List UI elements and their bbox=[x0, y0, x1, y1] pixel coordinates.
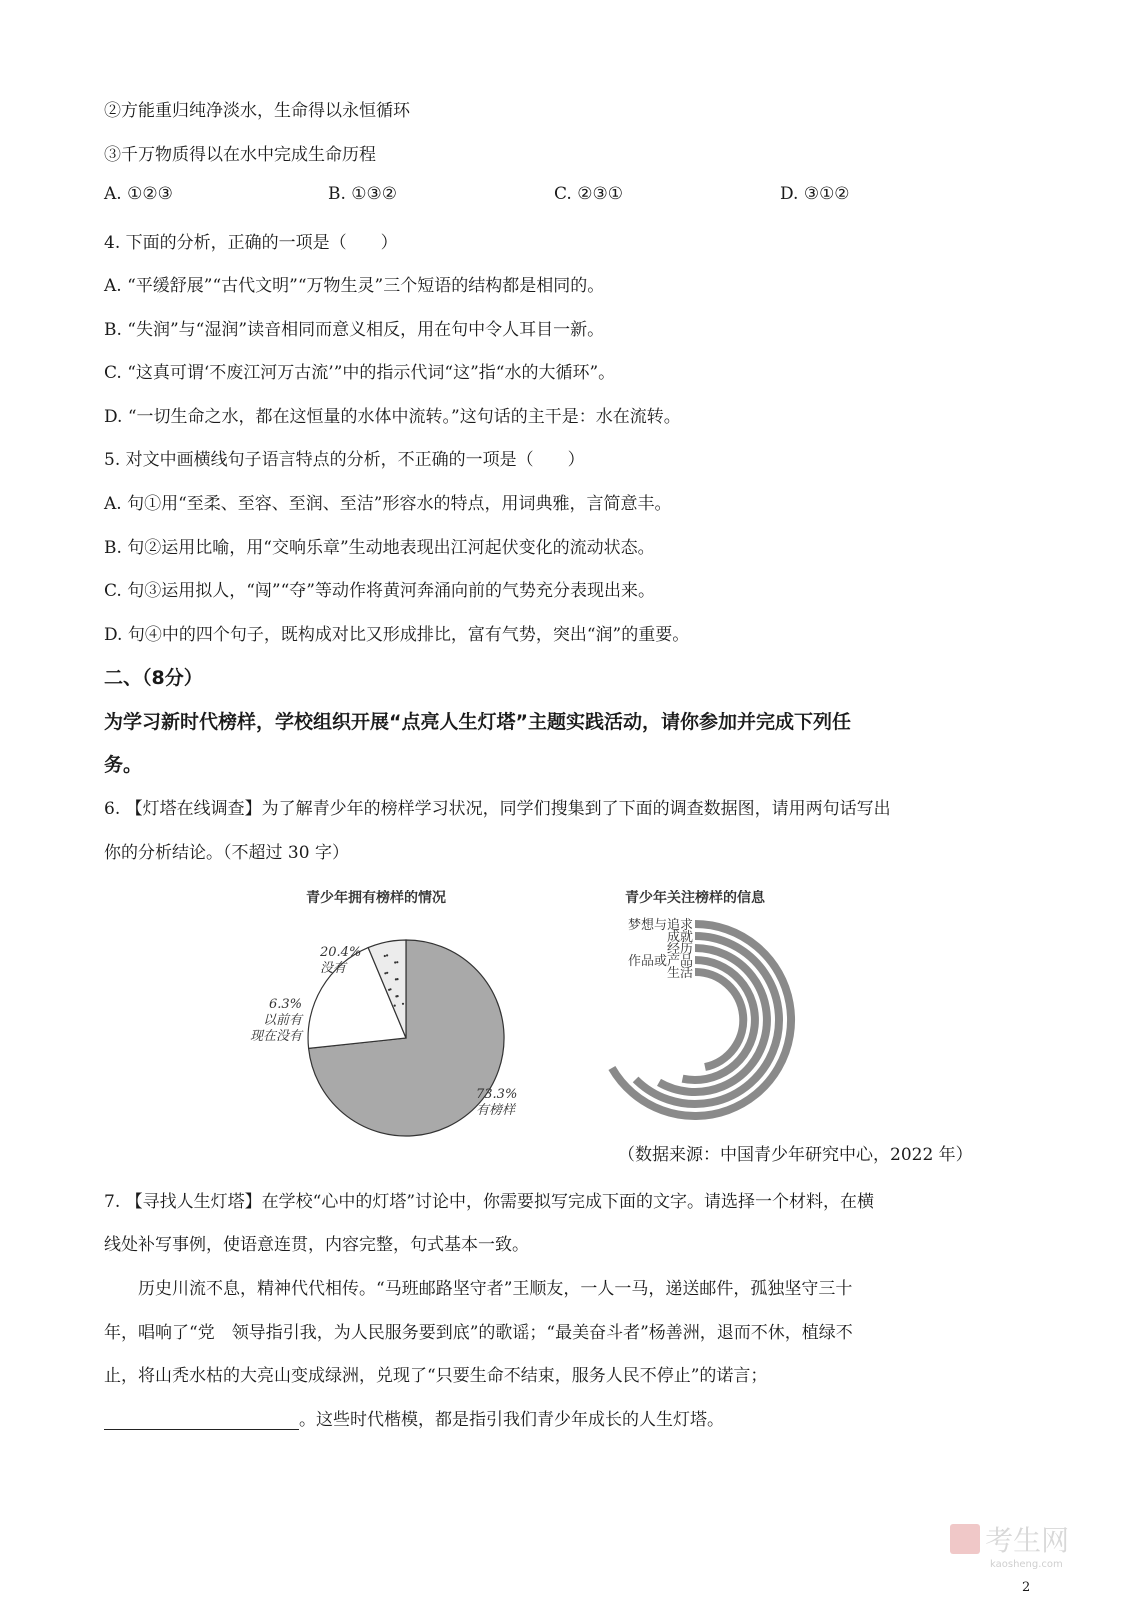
radial-label: 梦想与追求 bbox=[627, 918, 693, 933]
pie-label: 20.4% bbox=[320, 945, 362, 960]
pie-slice-dot bbox=[395, 978, 397, 980]
page-number: 2 bbox=[1022, 1580, 1031, 1595]
pie-slice-dot bbox=[394, 1005, 396, 1007]
pie-slice-dot bbox=[388, 989, 390, 991]
radial-title: 青少年关注榜样的信息 bbox=[625, 890, 765, 906]
question-6-cont: 你的分析结论。（不超过 30 字） bbox=[104, 843, 349, 863]
watermark-text: 考生网 bbox=[985, 1524, 1070, 1557]
pie-label: 73.3% bbox=[476, 1087, 518, 1102]
option-d: D. ③①② bbox=[780, 184, 850, 204]
passage-tail: 。这些时代楷模，都是指引我们青少年成长的人生灯塔。 bbox=[299, 1410, 724, 1430]
pie-label: 没有 bbox=[320, 961, 347, 976]
question-7: 7. 【寻找人生灯塔】在学校“心中的灯塔”讨论中，你需要拟写完成下面的文字。请选择一个材料，在横 bbox=[104, 1192, 875, 1212]
radial-bar bbox=[695, 972, 743, 1067]
survey-charts bbox=[240, 890, 820, 1140]
option-c: C. ②③① bbox=[554, 184, 623, 204]
radial-label: 生活 bbox=[666, 966, 693, 981]
pie-slice-dot bbox=[402, 1003, 404, 1005]
question-4: 4. 下面的分析，正确的一项是（ ） bbox=[104, 233, 398, 253]
pie-slice-dot bbox=[396, 961, 398, 963]
q4-option-c: C. “这真可谓‘不废江河万古流’”中的指示代词“这”指“水的大循环”。 bbox=[104, 363, 616, 383]
answer-blank[interactable] bbox=[104, 1411, 299, 1430]
passage-line: 年，唱响了“党 领导指引我，为人民服务要到底”的歌谣；“最美奋斗者”杨善洲，退而不休，植绿不 bbox=[104, 1323, 853, 1343]
option-a: A. ①②③ bbox=[104, 184, 173, 204]
passage-line-with-blank bbox=[104, 1405, 724, 1430]
task-intro: 为学习新时代榜样，学校组织开展“点亮人生灯塔”主题实践活动，请你参加并完成下列任 bbox=[104, 711, 851, 733]
q5-option-a: A. 句①用“至柔、至容、至润、至洁”形容水的特点，用词典雅，言简意丰。 bbox=[104, 494, 672, 514]
radial-label: 成就 bbox=[666, 930, 693, 945]
passage-line: 止，将山秃水枯的大亮山变成绿洲，兑现了“只要生命不结束，服务人民不停止”的诺言； bbox=[104, 1366, 768, 1386]
q5-option-b: B. 句②运用比喻，用“交响乐章”生动地表现出江河起伏变化的流动状态。 bbox=[104, 538, 655, 558]
pie-title: 青少年拥有榜样的情况 bbox=[306, 890, 446, 906]
text-line: ②方能重归纯净淡水，生命得以永恒循环 bbox=[104, 101, 410, 121]
pie-slice-dot bbox=[384, 955, 386, 957]
question-6: 6. 【灯塔在线调查】为了解青少年的榜样学习状况，同学们搜集到了下面的调查数据图，请用两句话写出 bbox=[104, 799, 891, 819]
q4-option-d: D. “一切生命之水，都在这恒量的水体中流转。”这句话的主干是：水在流转。 bbox=[104, 407, 681, 427]
pie-label: 6.3% bbox=[268, 997, 302, 1012]
watermark-logo-icon bbox=[950, 1524, 980, 1554]
data-source: （数据来源：中国青少年研究中心，2022 年） bbox=[618, 1145, 973, 1165]
q5-option-d: D. 句④中的四个句子，既构成对比又形成排比，富有气势，突出“润”的重要。 bbox=[104, 625, 690, 645]
radial-label: 经历 bbox=[666, 942, 693, 957]
option-b: B. ①③② bbox=[328, 184, 398, 204]
q5-option-c: C. 句③运用拟人，“闯”“夺”等动作将黄河奔涌向前的气势充分表现出来。 bbox=[104, 581, 655, 601]
pie-label: 以前有 bbox=[262, 1013, 302, 1028]
watermark bbox=[950, 1519, 1069, 1570]
section-heading: 二、（8分） bbox=[104, 667, 203, 689]
pie-slice-dot bbox=[395, 995, 397, 997]
pie-label: 现在没有 bbox=[249, 1029, 302, 1044]
task-intro-cont: 务。 bbox=[104, 754, 143, 776]
q4-option-b: B. “失润”与“湿润”读音相同而意义相反，用在句中令人耳目一新。 bbox=[104, 320, 605, 340]
radial-label: 作品或产品 bbox=[627, 954, 693, 969]
text-line: ③千万物质得以在水中完成生命历程 bbox=[104, 145, 376, 165]
pie-slice-dot bbox=[386, 954, 388, 956]
passage-line: 历史川流不息，精神代代相传。“马班邮路坚守者”王顺友，一人一马，递送邮件，孤独坚守三十 bbox=[138, 1279, 853, 1299]
pie-label: 有榜样 bbox=[476, 1103, 516, 1118]
question-5: 5. 对文中画横线句子语言特点的分析，不正确的一项是（ ） bbox=[104, 450, 585, 470]
q4-option-a: A. “平缓舒展”“古代文明”“万物生灵”三个短语的结构都是相同的。 bbox=[104, 276, 605, 296]
question-7-cont: 线处补写事例，使语意连贯，内容完整，句式基本一致。 bbox=[104, 1235, 529, 1255]
pie-slice-dot bbox=[384, 972, 386, 974]
watermark-url: kaosheng.com bbox=[990, 1559, 1063, 1570]
pie-slice-dot bbox=[394, 961, 396, 963]
